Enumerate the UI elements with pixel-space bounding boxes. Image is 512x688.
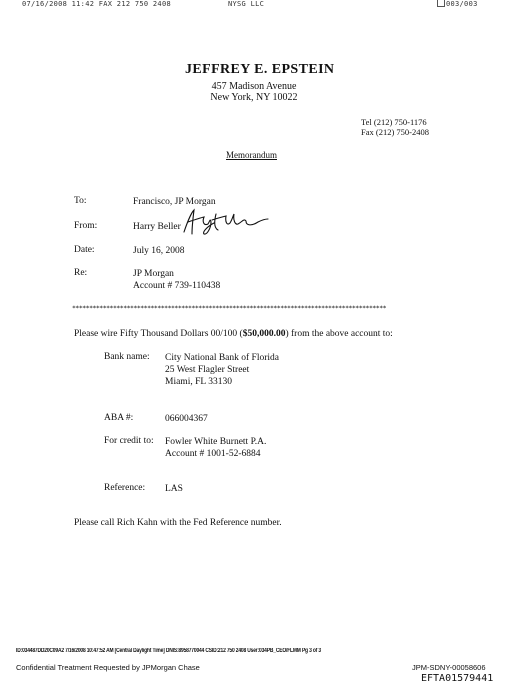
re-line-1: JP Morgan: [133, 269, 174, 279]
aba-label: ABA #:: [104, 413, 134, 423]
re-value: [133, 268, 220, 292]
to-value: Francisco, JP Morgan: [133, 197, 216, 207]
closing-line: Please call Rich Kahn with the Fed Reference number.: [74, 518, 282, 528]
bank-line-1: City National Bank of Florida: [165, 353, 279, 363]
instruction-prefix: Please wire Fifty Thousand Dollars 00/100 (: [74, 329, 243, 339]
bank-details: [165, 352, 279, 388]
date-label: Date:: [74, 245, 95, 255]
address-line-2: New York, NY 10022: [210, 92, 298, 103]
bank-line-2: 25 West Flagler Street: [165, 365, 250, 375]
confidential-notice: Confidential Treatment Requested by JPMorgan Chase: [16, 663, 200, 672]
handwritten-signature: [180, 204, 270, 238]
reference-label: Reference:: [104, 483, 146, 493]
asterisk-separator: ********************************************************************************************: [72, 304, 387, 312]
re-line-2: Account # 739-110438: [133, 281, 221, 291]
wire-instruction: [74, 329, 393, 339]
fax-page-icon: [437, 0, 445, 7]
address-line-1: 457 Madison Avenue: [211, 81, 297, 92]
to-label: To:: [74, 196, 87, 206]
efta-number: EFTA01579441: [421, 673, 494, 684]
from-label: From:: [74, 221, 98, 231]
credit-label: For credit to:: [104, 436, 154, 446]
instruction-suffix: ) from the above account to:: [285, 329, 393, 339]
fax-page-count: 003/003: [446, 0, 478, 8]
from-value: Harry Beller: [133, 222, 181, 232]
fax-header-left: 07/16/2008 11:42 FAX 212 750 2408: [22, 0, 171, 8]
bank-label: Bank name:: [104, 352, 150, 362]
reference-value: LAS: [165, 484, 183, 494]
letterhead-address: [186, 81, 322, 103]
tel-number: Tel (212) 750-1176: [361, 117, 427, 127]
fax-header-right: [437, 0, 478, 8]
letterhead-contact: [361, 117, 429, 137]
wire-amount: $50,000.00: [242, 329, 286, 339]
aba-value: 066004367: [165, 414, 208, 424]
bank-line-3: Miami, FL 33130: [165, 377, 232, 387]
date-value: July 16, 2008: [133, 246, 185, 256]
re-label: Re:: [74, 268, 88, 278]
letterhead-name: JEFFREY E. EPSTEIN: [185, 62, 335, 77]
credit-line-1: Fowler White Burnett P.A.: [165, 437, 267, 447]
bates-number: JPM-SDNY-00058606: [412, 663, 486, 672]
credit-details: [165, 436, 266, 460]
transmission-info: ID:034487DD20C09A2 7/16/2008 10:47:52 AM [Central Daylight Time] DNIS:8958770044 CSID:212 750 2408 User:034PB_CEO/FLMM Pg 3 of 3: [16, 648, 321, 654]
fax-number: Fax (212) 750-2408: [361, 127, 429, 137]
credit-line-2: Account # 1001-52-6884: [165, 449, 261, 459]
memo-title: Memorandum: [226, 150, 277, 160]
fax-header-center: NYSG LLC: [228, 0, 265, 8]
